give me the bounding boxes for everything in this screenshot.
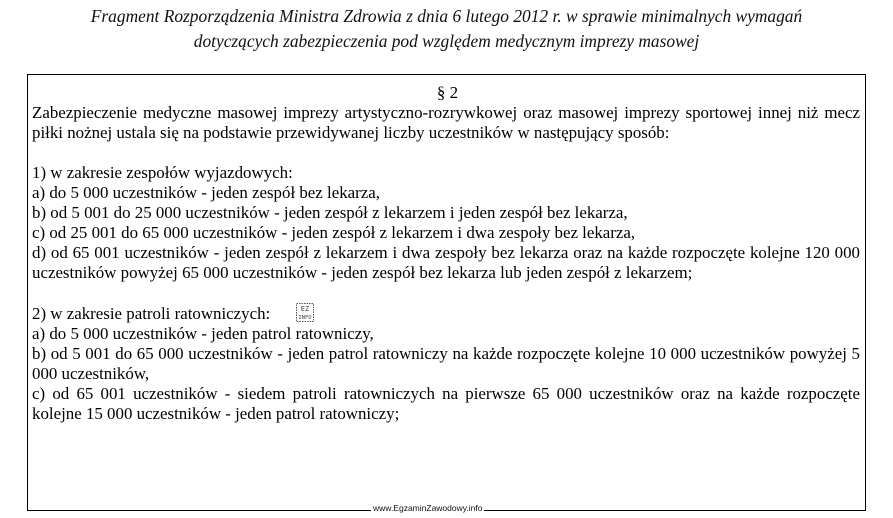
document-header [0,4,893,54]
footer-watermark: www.EgzaminZawodowy.info [373,503,483,513]
regulation-box [27,74,866,511]
part2-item-b: b) od 5 001 do 65 000 uczestników - jeden patrol ratowniczy na każde rozpoczęte kolejne 10 000 uczestników powyżej 5 000 uczestników, [32,344,860,383]
part1-item-d: d) od 65 001 uczestników - jeden zespół z lekarzem i dwa zespoły bez lekarza oraz na każde rozpoczęte kolejne 120 000 uczestników powyżej 65 000 uczestników - jeden zespół bez lekarza lub jeden zespół z lekarzem; [32,243,860,282]
regulation-content [32,103,860,424]
part2-title-line [32,303,860,324]
paragraph-gap [32,283,860,303]
part2-title: 2) w zakresie patroli ratowniczych: [32,304,271,323]
part2-item-a: a) do 5 000 uczestników - jeden patrol ratowniczy, [32,324,374,343]
part1-item-a: a) do 5 000 uczestników - jeden zespół bez lekarza, [32,183,380,202]
part1-item-c: c) od 25 001 do 65 000 uczestników - jeden zespół z lekarzem i dwa zespoły bez lekarza, [32,223,636,242]
intro-paragraph: Zabezpieczenie medyczne masowej imprezy artystyczno-rozrywkowej oraz masowej imprezy sportowej innej niż mecz piłki nożnej ustala się na podstawie przewidywanej liczby uczestników w następujący sposób: [32,103,860,142]
header-line-2: dotyczących zabezpieczenia pod względem medycznym imprezy masowej [193,31,700,51]
part1-item-b: b) od 5 001 do 25 000 uczestników - jeden zespół z lekarzem i jeden zespół bez lekarza, [32,203,628,222]
part1-title: 1) w zakresie zespołów wyjazdowych: [32,163,293,182]
part2-item-c: c) od 65 001 uczestników - siedem patroli ratowniczych na pierwsze 65 000 uczestników oraz na każde rozpoczęte kolejne 15 000 uczestników - jeden patrol ratowniczy; [32,384,860,423]
header-line-1: Fragment Rozporządzenia Ministra Zdrowia z dnia 6 lutego 2012 r. w sprawie minimalnych wymagań [90,6,803,26]
ez-info-icon-label-bottom: INFO [298,315,312,321]
paragraph-gap [32,143,860,163]
section-number: § 2 [436,83,459,102]
ez-info-icon [296,303,314,322]
ez-info-icon-label-top: EZ [301,305,310,313]
